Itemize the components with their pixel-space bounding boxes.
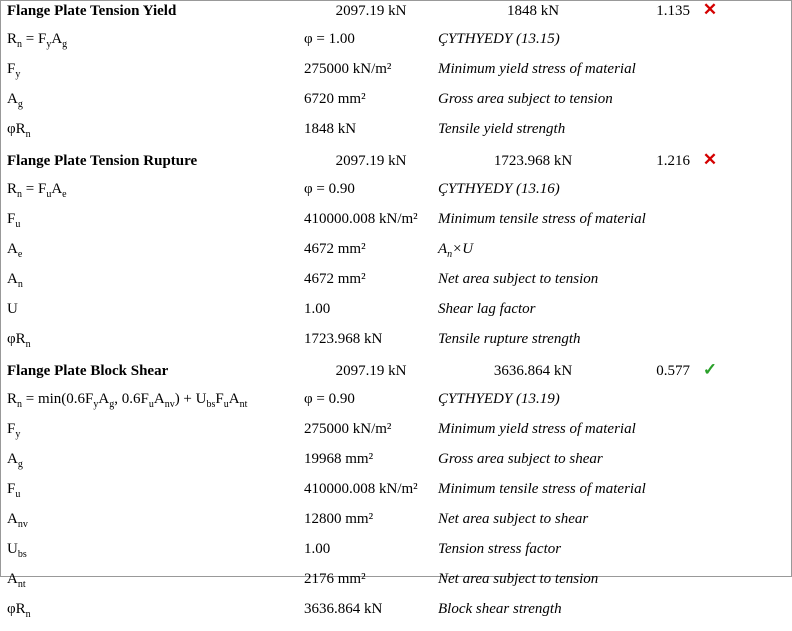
parameter-description: ÇYTHYEDY (13.19) [438, 391, 560, 407]
parameter-symbol: $A_{nv}$ [7, 511, 28, 530]
parameter-value: 1.00 [304, 301, 331, 317]
parameter-value: 12800 mm² [304, 511, 374, 527]
parameter-description: Minimum tensile stress of material [438, 211, 646, 227]
parameter-row [1, 511, 791, 541]
parameter-description: Tensile yield strength [438, 121, 566, 137]
parameter-row [1, 301, 791, 331]
capacity-value: 1723.968 kN [493, 153, 573, 169]
ratio-value: 1.216 [656, 153, 690, 169]
parameter-value: φ = 0.90 [304, 391, 355, 407]
status-fail-icon: ✕ [702, 150, 718, 169]
parameter-row [1, 31, 791, 61]
parameter-row [1, 391, 791, 421]
parameter-row [1, 451, 791, 481]
parameter-symbol: $A_g$ [7, 451, 23, 470]
ratio-value: 0.577 [656, 363, 690, 379]
capacity-value: 1848 kN [506, 3, 560, 19]
parameter-description: Minimum tensile stress of material [438, 481, 646, 497]
status-fail-icon: ✕ [702, 0, 718, 19]
parameter-value: 1.00 [304, 541, 331, 557]
parameter-symbol: $F_y$ [7, 421, 21, 440]
parameter-symbol: $A_e$ [7, 241, 23, 260]
parameter-symbol: $F_u$ [7, 211, 21, 230]
parameter-value: φ = 1.00 [304, 31, 355, 47]
parameter-description: Minimum yield stress of material [438, 421, 636, 437]
parameter-description: Block shear strength [438, 601, 562, 617]
capacity-value: 3636.864 kN [493, 363, 573, 379]
parameter-symbol: $R_n = F_uA_e$ [7, 181, 67, 200]
parameter-value: 410000.008 kN/m² [304, 481, 418, 497]
parameter-row [1, 121, 791, 151]
parameter-value: φ = 0.90 [304, 181, 355, 197]
parameter-value: 275000 kN/m² [304, 61, 392, 77]
parameter-description: ÇYTHYEDY (13.16) [438, 181, 560, 197]
check-header-row [1, 151, 791, 181]
parameter-symbol: $U_{bs}$ [7, 541, 27, 560]
parameter-value: 3636.864 kN [304, 601, 383, 617]
parameter-symbol: $\varphi R_n$ [7, 121, 31, 140]
parameter-symbol: $A_{nt}$ [7, 571, 26, 590]
parameter-symbol: $F_y$ [7, 61, 21, 80]
parameter-description: $A_n\times U$ [438, 241, 474, 260]
demand-value: 2097.19 kN [335, 3, 407, 19]
check-title: Flange Plate Tension Yield [7, 3, 177, 19]
parameter-value: 19968 mm² [304, 451, 374, 467]
parameter-value: 6720 mm² [304, 91, 366, 107]
demand-value: 2097.19 kN [335, 153, 407, 169]
check-title: Flange Plate Tension Rupture [7, 153, 198, 169]
parameter-description: Tension stress factor [438, 541, 562, 557]
parameter-row [1, 241, 791, 271]
parameter-symbol: $F_u$ [7, 481, 21, 500]
parameter-row [1, 91, 791, 121]
parameter-description: Shear lag factor [438, 301, 536, 317]
parameter-row [1, 481, 791, 511]
check-title: Flange Plate Block Shear [7, 363, 169, 379]
parameter-value: 4672 mm² [304, 241, 366, 257]
demand-value: 2097.19 kN [335, 363, 407, 379]
parameter-description: ÇYTHYEDY (13.15) [438, 31, 560, 47]
check-header-row [1, 1, 791, 31]
check-header-row [1, 361, 791, 391]
parameter-description: Minimum yield stress of material [438, 61, 636, 77]
parameter-row [1, 601, 791, 631]
parameter-value: 1723.968 kN [304, 331, 383, 347]
parameter-symbol: $A_n$ [7, 271, 23, 290]
parameter-symbol: $R_n = F_yA_g$ [7, 31, 68, 50]
parameter-value: 2176 mm² [304, 571, 366, 587]
parameter-description: Tensile rupture strength [438, 331, 581, 347]
parameter-value: 410000.008 kN/m² [304, 211, 418, 227]
parameter-value: 275000 kN/m² [304, 421, 392, 437]
parameter-row [1, 61, 791, 91]
parameter-row [1, 541, 791, 571]
parameter-value: 4672 mm² [304, 271, 366, 287]
ratio-value: 1.135 [656, 3, 690, 19]
parameter-symbol: U [7, 301, 18, 317]
parameter-symbol: $R_n = \min(0.6F_yA_g$, $0.6F_uA_{nv}) + U_{bs}F_uA_{nt}$ [7, 391, 248, 410]
parameter-row [1, 571, 791, 601]
parameter-row [1, 421, 791, 451]
parameter-symbol: $A_g$ [7, 91, 23, 110]
parameter-description: Gross area subject to shear [438, 451, 603, 467]
parameter-value: 1848 kN [304, 121, 357, 137]
parameter-description: Net area subject to shear [438, 511, 589, 527]
status-pass-icon: ✓ [702, 360, 718, 379]
parameter-symbol: $\varphi R_n$ [7, 331, 31, 350]
parameter-description: Net area subject to tension [438, 271, 599, 287]
parameter-row [1, 211, 791, 241]
parameter-row [1, 331, 791, 361]
parameter-symbol: $\varphi R_n$ [7, 601, 31, 620]
parameter-description: Net area subject to tension [438, 571, 599, 587]
parameter-description: Gross area subject to tension [438, 91, 613, 107]
parameter-row [1, 271, 791, 301]
parameter-row [1, 181, 791, 211]
